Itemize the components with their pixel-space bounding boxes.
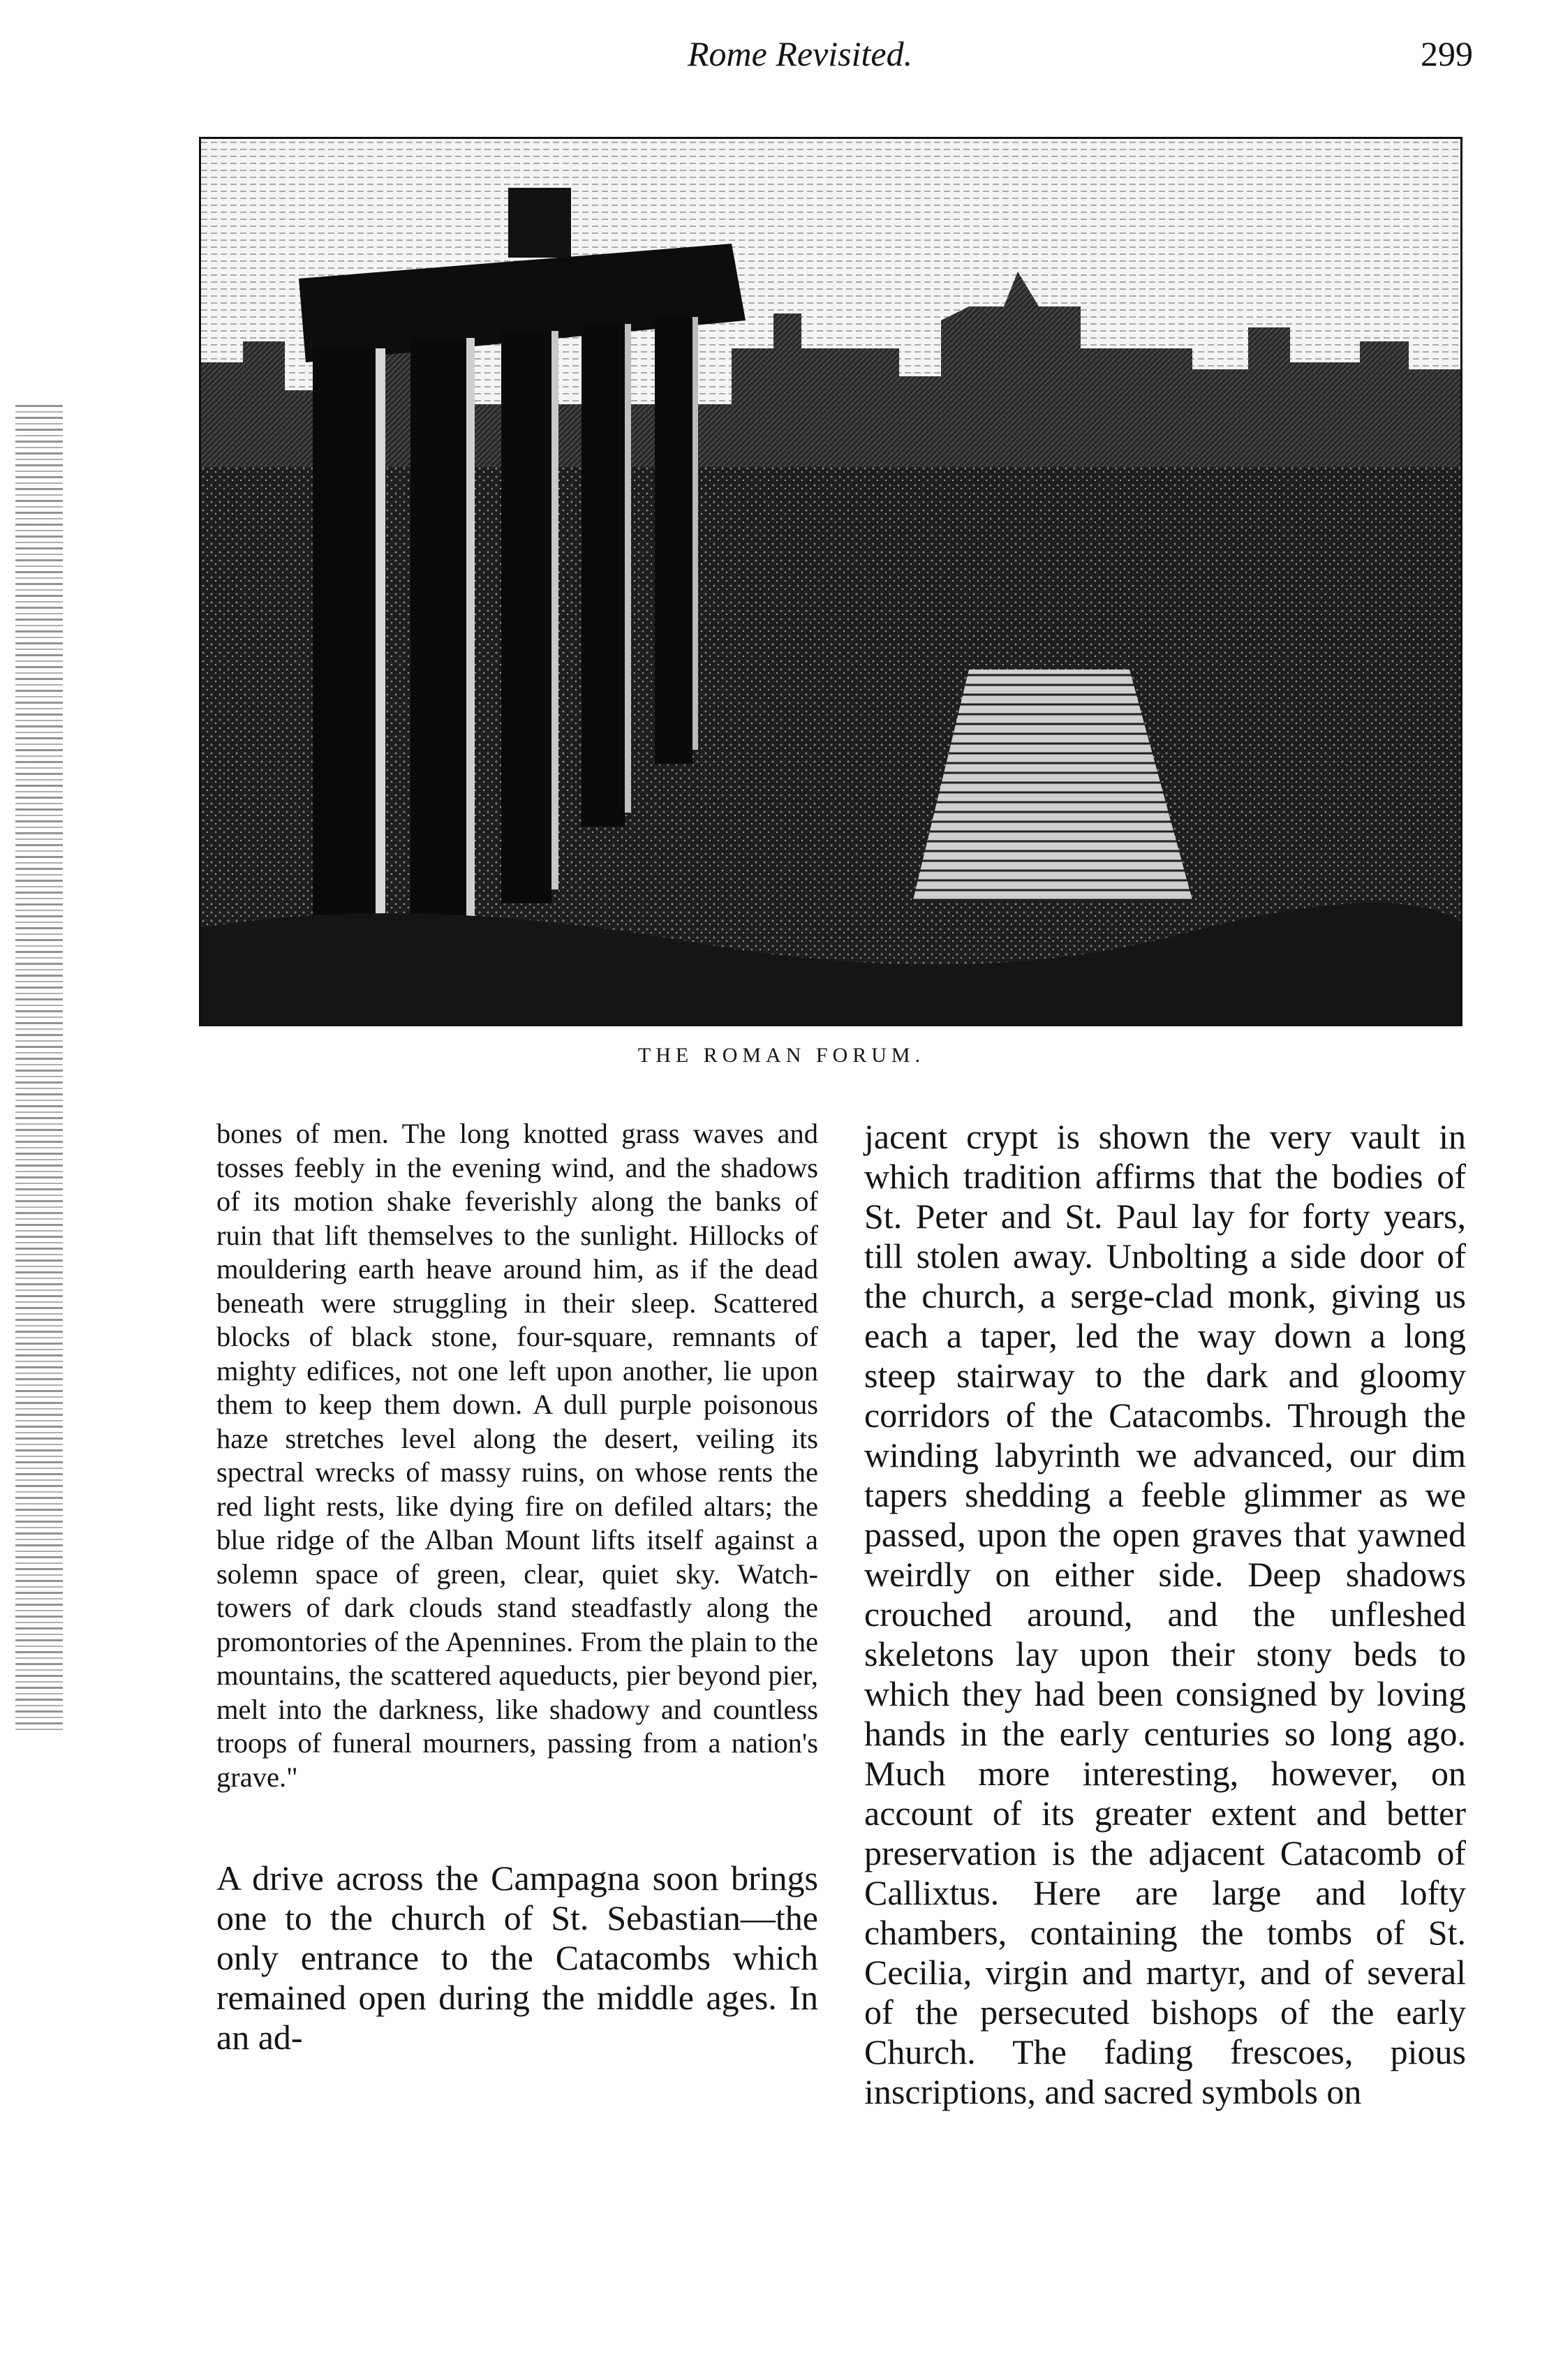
roman-forum-illustration xyxy=(199,137,1462,1026)
running-title: Rome Revisited. xyxy=(688,34,913,73)
quoted-passage: bones of men. The long knotted grass waves and tosses feebly in the evening wind, and the shadows of its motion shake feverishly along the banks of ruin that lift themselves to the sunlight. Hillocks of mouldering earth heave around him, as if the dead beneath were struggling in their sleep. Scattered blocks of black stone, four-square, remnants of mighty edifices, not one left upon another, lie upon them to keep them down. A dull purple poisonous haze stretches level along the desert, veiling its spectral wrecks of massy ruins, on whose rents the red light rests, like dying fire on defiled altars; the blue ridge of the Alban Mount lifts itself against a solemn space of green, clear, quiet sky. Watch-towers of dark clouds stand steadfastly along the promontories of the Apennines. From the plain to the mountains, the scattered aqueducts, pier beyond pier, melt into the darkness, like shadowy and countless troops of funeral mourners, passing from a nation's grave." xyxy=(216,1118,818,1793)
body-paragraph-right: jacent crypt is shown the very vault in which tradition affirms that the bodies of St. Peter and St. Paul lay for forty years, till stolen away. Unbolting a side door of the church, a serge-clad monk, giving us each a taper, led the way down a long steep stairway to the dark and gloomy corridors of the Catacombs. Through the winding labyrinth we advanced, our dim tapers shedding a feeble glimmer as we passed, upon the open graves that yawned weirdly on either side. Deep shadows crouched around, and the unfleshed skeletons lay upon their stony beds to which they had been consigned by loving hands in the early centuries so long ago. Much more interesting, however, on account of its greater extent and better preservation is the adjacent Catacomb of Callixtus. Here are large and lofty chambers, containing the tombs of St. Cecilia, virgin and martyr, and of several of the persecuted bishops of the early Church. The fading frescoes, pious inscriptions, and sacred symbols on xyxy=(864,1117,1466,2111)
body-paragraph-left: A drive across the Campagna soon brings one to the church of St. Sebastian—the only entrance to the Catacombs which remained open during the middle ages. In an ad- xyxy=(216,1858,818,2057)
right-column xyxy=(864,1117,1466,2112)
running-head xyxy=(0,29,1563,78)
page-number: 299 xyxy=(1421,34,1473,73)
forum-engraving xyxy=(201,139,1460,1024)
illustration-caption: THE ROMAN FORUM. xyxy=(637,1044,926,1067)
ruin-top xyxy=(508,188,571,258)
left-column xyxy=(216,1117,818,2057)
